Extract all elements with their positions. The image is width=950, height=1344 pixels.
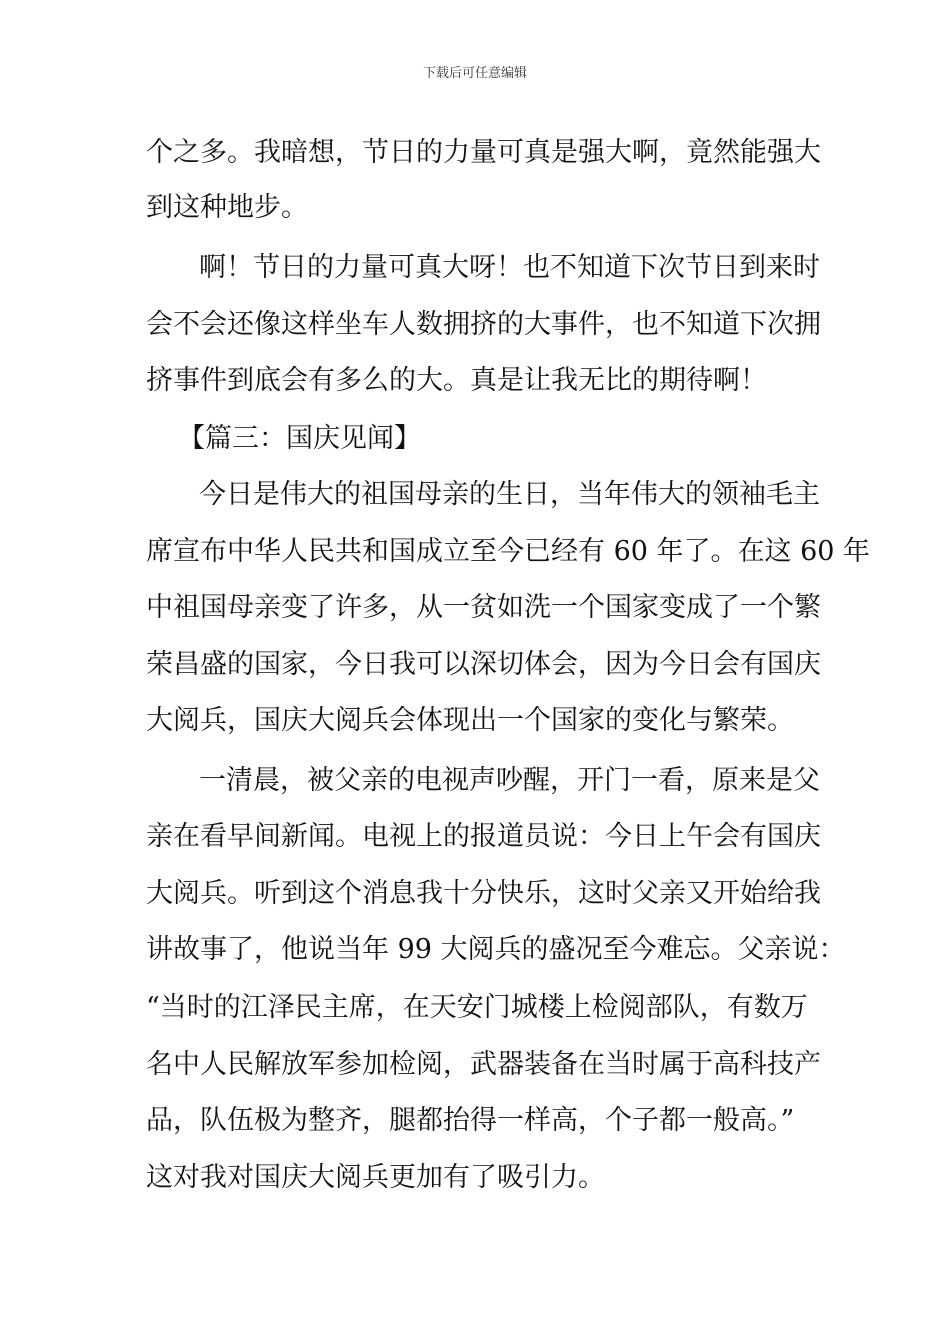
text-line: 亲在看早间新闻。电视上的报道员说：今日上午会有国庆 (146, 821, 821, 852)
section-heading: 【篇三：国庆见闻】 (178, 423, 421, 454)
text-line: 大阅兵。听到这个消息我十分快乐，这时父亲又开始给我 (146, 878, 821, 909)
text-line: 到这种地步。 (146, 192, 308, 223)
text-line: 讲故事了，他说当年 99 大阅兵的盛况至今难忘。父亲说： (146, 934, 846, 965)
page-header: 下载后可任意编辑 (422, 66, 527, 81)
paragraph-start-line: 一清晨，被父亲的电视声吵醒，开门一看，原来是父 (199, 765, 820, 796)
text-line: 席宣布中华人民共和国成立至今已经有 60 年了。在这 60 年 (146, 536, 871, 567)
text-line: 挤事件到底会有多么的大。真是让我无比的期待啊！ (146, 365, 767, 396)
text-line: 个之多。我暗想，节日的力量可真是强大啊，竟然能强大 (146, 137, 821, 168)
text-line: 大阅兵，国庆大阅兵会体现出一个国家的变化与繁荣。 (146, 705, 794, 736)
paragraph-start-line: 啊！节日的力量可真大呀！也不知道下次节日到来时 (199, 252, 820, 283)
text-line: 品，队伍极为整齐，腿都抬得一样高，个子都一般高。” (146, 1105, 795, 1136)
text-line: 名中人民解放军参加检阅，武器装备在当时属于高科技产 (146, 1049, 821, 1080)
text-line: 这对我对国庆大阅兵更加有了吸引力。 (146, 1162, 605, 1193)
paragraph-start-line: 今日是伟大的祖国母亲的生日，当年伟大的领袖毛主 (199, 479, 820, 510)
text-line: “当时的江泽民主席，在天安门城楼上检阅部队，有数万 (146, 992, 808, 1023)
text-line: 荣昌盛的国家，今日我可以深切体会，因为今日会有国庆 (146, 649, 821, 680)
text-line: 中祖国母亲变了许多，从一贫如洗一个国家变成了一个繁 (146, 592, 821, 623)
text-line: 会不会还像这样坐车人数拥挤的大事件，也不知道下次拥 (146, 309, 821, 340)
